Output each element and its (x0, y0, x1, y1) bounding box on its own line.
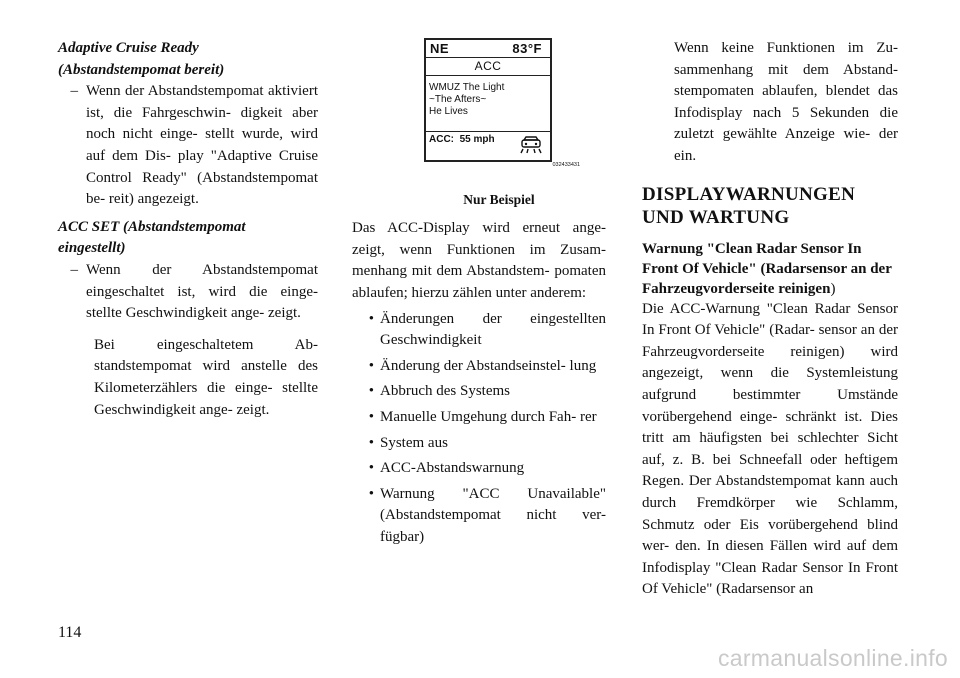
display-header-row (426, 40, 550, 58)
list-item-text: Änderung der Abstandseinstel- lung (380, 357, 597, 374)
list-item-text: Änderungen der eingestellten Geschwindigkeit (380, 310, 606, 349)
continuation-paragraph: Wenn keine Funktionen im Zu- sammenhang mit dem Abstand- stempomaten ablaufen, blendet das Infodisplay nach 5 Sekunden die zuletzt gewählte Anzeige wie- der ein. (674, 40, 898, 164)
acc-display-intro: Das ACC-Display wird erneut ange- zeigt, wenn Funktionen im Zusam- menhang mit dem Abstandstem- pomaten ablaufen; hierzu zählen unter anderem: (352, 220, 606, 301)
figure-code: 032433431 (552, 162, 580, 168)
radio-info (426, 76, 550, 118)
heading-line: ACC SET (Abstandstempomat (58, 218, 246, 235)
bullet-marker: • (368, 460, 374, 477)
list-item-text: System aus (380, 434, 448, 451)
list-item (352, 407, 606, 429)
watermark: carmanualsonline.info (717, 645, 948, 671)
list-item-paragraph: Bei eingeschaltetem Ab- standstempomat wird anstelle des Kilometerzählers die einge- stellte Geschwindigkeit ange- zeigt. (94, 336, 318, 418)
bullet-marker: • (368, 383, 374, 400)
column-right (642, 38, 898, 601)
radio-line: WMUZ The Light (429, 82, 505, 93)
list-item (352, 484, 606, 549)
dash-marker: – (70, 261, 78, 278)
list-item-text: Warnung "ACC Unavailable" (Abstandstempomat nicht ver- fügbar) (380, 485, 606, 545)
list-item (58, 81, 318, 211)
section-heading (642, 183, 898, 229)
list-item-text: Wenn der Abstandstempomat eingeschaltet ist, wird die einge- stellte Geschwindigkeit ange- zeigt. (86, 261, 318, 322)
list-item-text: Abbruch des Systems (380, 383, 510, 400)
list-item (58, 260, 318, 325)
list-item (352, 356, 606, 378)
list-item-text: ACC-Abstandswarnung (380, 460, 525, 477)
figure-caption: Nur Beispiel (463, 191, 535, 207)
acc-speed: 55 mph (459, 134, 495, 145)
page-number: 114 (58, 624, 82, 641)
compass-readout: NE (430, 41, 450, 56)
warning-heading-paren: ) (830, 280, 836, 297)
list-item (352, 309, 606, 352)
bullet-marker: • (368, 434, 374, 451)
bullet-marker: • (368, 357, 374, 374)
column-left (58, 38, 318, 421)
display-mode-row: ACC (426, 58, 550, 76)
vehicle-distance-icon (520, 136, 542, 154)
heading-line: eingestellt) (58, 240, 126, 257)
acc-label: ACC: (429, 134, 454, 145)
list-item (352, 381, 606, 403)
warning-heading (642, 239, 898, 299)
acc-speed-row (426, 131, 550, 160)
list-item (352, 458, 606, 480)
warning-heading-text: Warnung "Clean Radar Sensor In Front Of Vehicle" (Radarsensor an der Fahrzeugvorderseite reinigen (642, 240, 892, 297)
heading-line: (Abstandstempomat bereit) (58, 61, 225, 78)
info-display-screen (424, 38, 552, 162)
bullet-marker: • (368, 408, 374, 425)
dash-marker: – (70, 83, 78, 100)
heading-line: Adaptive Cruise Ready (58, 40, 199, 56)
bullet-marker: • (368, 310, 374, 327)
column-middle (352, 38, 606, 549)
list-item (352, 433, 606, 455)
list-item-text: Manuelle Umgehung durch Fah- rer (380, 408, 597, 425)
acc-set-heading (58, 217, 318, 260)
radio-line: He Lives (429, 106, 468, 117)
warning-paragraph: Die ACC-Warnung "Clean Radar Sensor In Front Of Vehicle" (Radar- sensor an der Fahrzeugvorderseite reinigen) wird angezeigt, wenn die Systemleistung aufgrund bestimmter Umstände vorübergehend einge- schränkt ist. Dies tritt am häufigsten bei schlechter Sicht auf, z. B. bei Schneefall oder heftigem Regen. Der Abstandstempomat kann auch durch Fremdkörper wie Schlamm, Schmutz oder Eis vorübergehend blind wer- den. In diesen Fällen wird auf dem Infodisplay "Clean Radar Sensor In Front Of Vehicle" (Radarsensor an (642, 300, 898, 598)
bullet-marker: • (368, 485, 374, 502)
section-heading-line: DISPLAYWARNUNGEN (642, 183, 856, 205)
temperature-readout: 83°F (512, 41, 542, 56)
acc-function-list (352, 309, 606, 549)
acc-display-figure (424, 38, 580, 177)
radio-line: ~The Afters~ (429, 94, 487, 105)
list-item-text: Wenn der Abstandstempomat aktiviert ist, die Fahrgeschwin- digkeit aber noch nicht einge- stellt wurde, wird auf dem Dis- play "Adaptive Cruise Control Ready" (Abstandstempomat be- reit) angezeigt. (86, 83, 318, 208)
section-heading-line: UND WARTUNG (642, 206, 790, 228)
adaptive-cruise-ready-heading (58, 38, 318, 81)
